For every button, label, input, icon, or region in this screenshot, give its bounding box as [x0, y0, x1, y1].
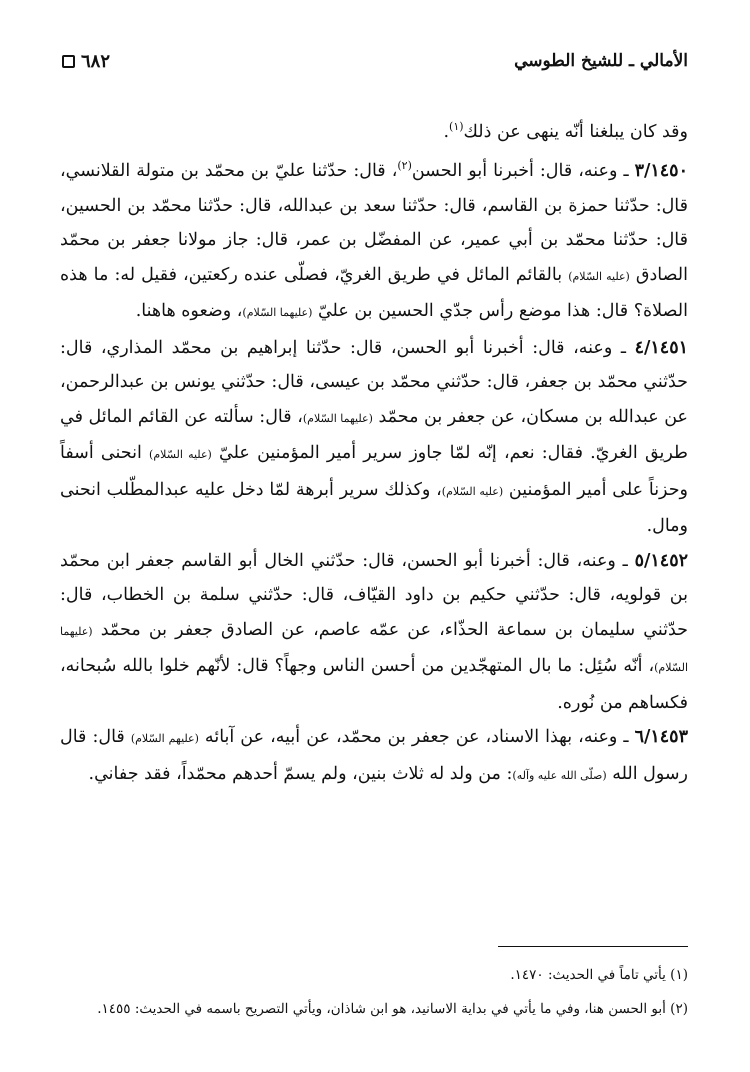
page-header [62, 46, 688, 76]
footnote-divider [498, 946, 688, 947]
footnotes [60, 958, 688, 1026]
square-icon [62, 55, 75, 68]
page-number [62, 51, 110, 72]
paragraph: ٥/١٤٥٢ ـ وعنه، قال: أخبرنا أبو الحسن، قال: حدّثني الخال أبو القاسم جعفر ابن محمّد بن قولويه، قال: حدّثني حكيم بن داود القيّاف، قال: حدّثني سلمة بن الخطاب، قال: حدّثني سليمان بن سماعة الحذّاء، عن عمّه عاصم، عن الصادق جعفر بن محمّد (عليهما السّلام)، أنّه سُئِل: ما بال المتهجّدين من أحسن الناس وجهاً؟ قال: لأنّهم خلوا بالله سُبحانه، فكساهم من نُوره. [60, 550, 688, 713]
paragraph: ٦/١٤٥٣ ـ وعنه، بهذا الاسناد، عن جعفر بن محمّد، عن أبيه، عن آبائه (عليهم السّلام) قال: قال رسول الله (صلّى الله عليه وآله): من ولد له ثلاث بنين، ولم يسمّ أحدهم محمّداً، فقد جفاني. [60, 727, 688, 784]
footnote-ref: (٢) [397, 159, 412, 173]
footnote: (٢) أبو الحسن هنا، وفي ما يأتي في بداية الاسانيد، هو ابن شاذان، ويأتي التصريح باسمه في الحديث: ١٤٥٥. [97, 1001, 688, 1017]
hadith-number: ٤/١٤٥١ [634, 337, 688, 358]
hadith-number: ٦/١٤٥٣ [634, 727, 688, 748]
hadith-number: ٣/١٤٥٠ [634, 161, 688, 182]
paragraph: ٤/١٤٥١ ـ وعنه، قال: أخبرنا أبو الحسن، قال: حدّثنا إبراهيم بن محمّد المذاري، قال: حدّثني محمّد بن جعفر، قال: حدّثني محمّد بن عيسى، قال: حدّثني يونس بن عبدالرحمن، عن عبدالله بن مسكان، عن جعفر بن محمّد (عليهما السّلام)، قال: سألته عن القائم المائل في طريق الغريّ. فقال: نعم، إنّه لمّا جاوز سرير أمير المؤمنين عليّ (عليه السّلام) انحنى أسفاً وحزناً على أمير المؤمنين (عليه السّلام)، وكذلك سرير أبرهة لمّا دخل عليه عبدالمطّلب انحنى ومال. [60, 337, 688, 537]
paragraph: وقد كان يبلغنا أنّه ينهى عن ذلك$^{(١)}$. [443, 120, 688, 142]
paragraph: ٣/١٤٥٠ ـ وعنه، قال: أخبرنا أبو الحسن$^{(٢)}$، قال: حدّثنا عليّ بن محمّد بن متولة القلانسي، قال: حدّثنا حمزة بن القاسم، قال: حدّثنا سعد بن عبدالله، قال: حدّثنا محمّد بن الحسين، قال: حدّثنا محمّد بن أبي عمير، عن المفضّل بن عمر، قال: جاز مولانا جعفر بن محمّد الصادق (عليه السّلام) بالقائم المائل في طريق الغريّ، فصلّى عنده ركعتين، فقيل له: ما هذه الصلاة؟ قال: هذا موضع رأس جدّي الحسين بن عليّ (عليهما السّلام)، وضعوه هاهنا. [60, 159, 688, 322]
footnote-ref: (١) [449, 120, 464, 133]
hadith-number: ٥/١٤٥٢ [634, 550, 688, 571]
book-title: الأمالي ـ للشيخ الطوسي [514, 51, 688, 71]
body-text [60, 110, 688, 793]
page-number-text: ٦٨٢ [81, 50, 111, 72]
footnote: (١) يأتي تاماً في الحديث: ١٤٧٠. [510, 967, 688, 983]
